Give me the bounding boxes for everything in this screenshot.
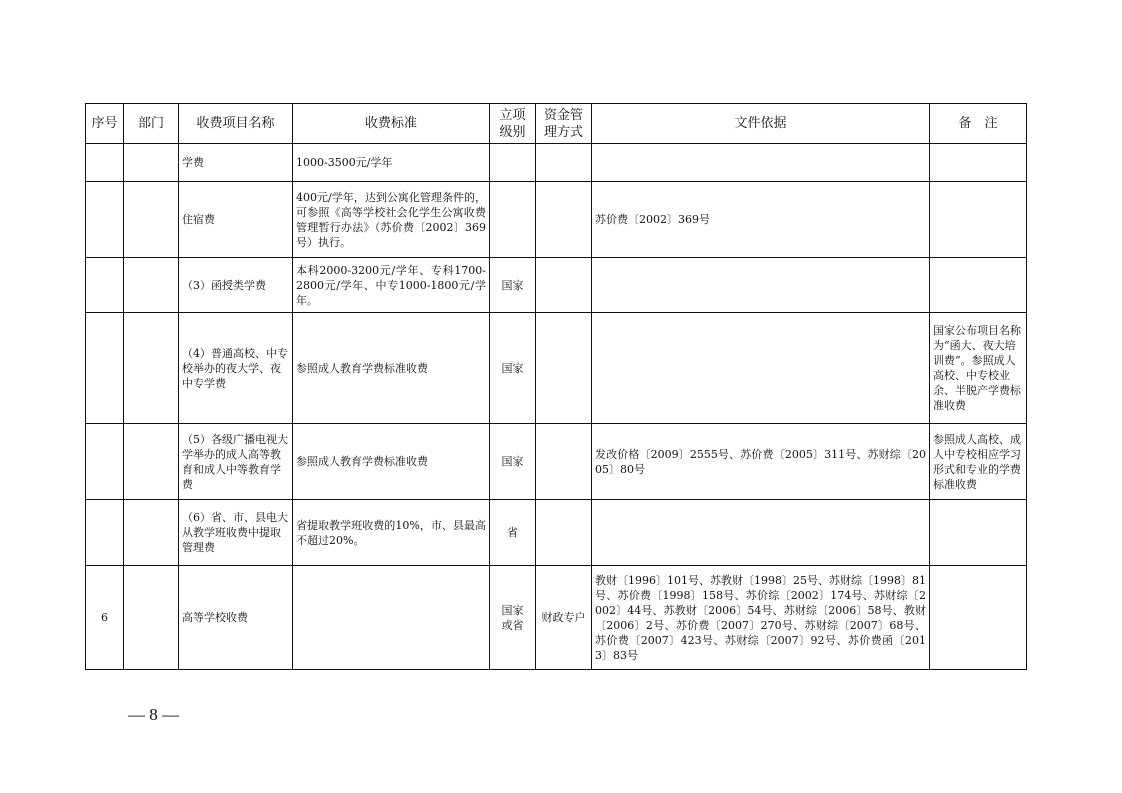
cell-fee-standard: 400元/学年，达到公寓化管理条件的，可参照《高等学校社会化学生公寓收费管理暂行办法》（苏价费〔2002〕369号）执行。 [293,182,490,258]
cell-fee-item-name: （4）普通高校、中专校举办的夜大学、夜中专学费 [179,313,293,424]
cell-remarks [930,500,1027,566]
header-department: 部门 [124,104,179,144]
cell-serial-no [86,424,124,500]
cell-department [124,566,179,670]
cell-remarks: 国家公布项目名称为“函大、夜大培训费”。参照成人高校、中专校业余、半脱产学费标准收费 [930,313,1027,424]
cell-fee-standard: 参照成人教育学费标准收费 [293,313,490,424]
cell-fund-management: 财政专户 [536,566,592,670]
header-row [86,104,1027,144]
header-fee-item-name: 收费项目名称 [179,104,293,144]
header-serial-no: 序号 [86,104,124,144]
page-number: — 8 — [128,705,179,724]
cell-fund-management [536,182,592,258]
cell-approval-level: 国家 [490,424,536,500]
cell-fee-standard: 1000-3500元/学年 [293,144,490,182]
cell-department [124,144,179,182]
table-row [86,258,1027,313]
cell-approval-level: 省 [490,500,536,566]
header-document-basis: 文件依据 [592,104,930,144]
cell-document-basis [592,258,930,313]
table-row [86,500,1027,566]
cell-serial-no [86,500,124,566]
cell-document-basis: 教财〔1996〕101号、苏教财〔1998〕25号、苏财综〔1998〕81号、苏价费〔1998〕158号、苏价综〔2002〕174号、苏财综〔2002〕44号、苏教财〔2006〕54号、苏财综〔2006〕58号、教财〔2006〕2号、苏价费〔2007〕270号、苏财综〔2007〕68号、苏价费〔2007〕423号、苏财综〔2007〕92号、苏价费函〔2013〕83号 [592,566,930,670]
cell-fee-standard [293,566,490,670]
cell-remarks [930,144,1027,182]
table-row [86,182,1027,258]
cell-fund-management [536,144,592,182]
header-fund-management: 资金管 理方式 [536,104,592,144]
cell-fee-standard: 参照成人教育学费标准收费 [293,424,490,500]
cell-fee-item-name: 高等学校收费 [179,566,293,670]
cell-document-basis [592,500,930,566]
cell-approval-level [490,182,536,258]
cell-approval-level: 国家 或省 [490,566,536,670]
cell-document-basis: 苏价费〔2002〕369号 [592,182,930,258]
cell-approval-level [490,144,536,182]
table-row [86,144,1027,182]
cell-approval-level: 国家 [490,313,536,424]
cell-fund-management [536,500,592,566]
cell-fee-standard: 省提取教学班收费的10%，市、县最高不超过20%。 [293,500,490,566]
header-approval-level: 立项 级别 [490,104,536,144]
cell-department [124,424,179,500]
cell-department [124,258,179,313]
cell-approval-level: 国家 [490,258,536,313]
header-fee-standard: 收费标准 [293,104,490,144]
cell-remarks: 参照成人高校、成人中专校相应学习形式和专业的学费标准收费 [930,424,1027,500]
table-row [86,424,1027,500]
cell-remarks [930,566,1027,670]
cell-fund-management [536,424,592,500]
cell-fee-item-name: 学费 [179,144,293,182]
cell-document-basis [592,144,930,182]
cell-fee-standard: 本科2000-3200元/学年、专科1700-2800元/学年、中专1000-1800元/学年。 [293,258,490,313]
cell-fee-item-name: 住宿费 [179,182,293,258]
cell-document-basis [592,313,930,424]
cell-remarks [930,258,1027,313]
cell-department [124,313,179,424]
cell-fee-item-name: （6）省、市、县电大从教学班收费中提取管理费 [179,500,293,566]
cell-serial-no: 6 [86,566,124,670]
fee-schedule-table [85,103,1027,670]
cell-serial-no [86,182,124,258]
cell-serial-no [86,144,124,182]
cell-document-basis: 发改价格〔2009〕2555号、苏价费〔2005〕311号、苏财综〔2005〕80号 [592,424,930,500]
cell-fund-management [536,258,592,313]
table-row [86,313,1027,424]
cell-fund-management [536,313,592,424]
cell-department [124,182,179,258]
cell-remarks [930,182,1027,258]
cell-department [124,500,179,566]
cell-fee-item-name: （5）各级广播电视大学举办的成人高等教育和成人中等教育学费 [179,424,293,500]
cell-serial-no [86,258,124,313]
header-remarks: 备 注 [930,104,1027,144]
cell-serial-no [86,313,124,424]
cell-fee-item-name: （3）函授类学费 [179,258,293,313]
table-row [86,566,1027,670]
